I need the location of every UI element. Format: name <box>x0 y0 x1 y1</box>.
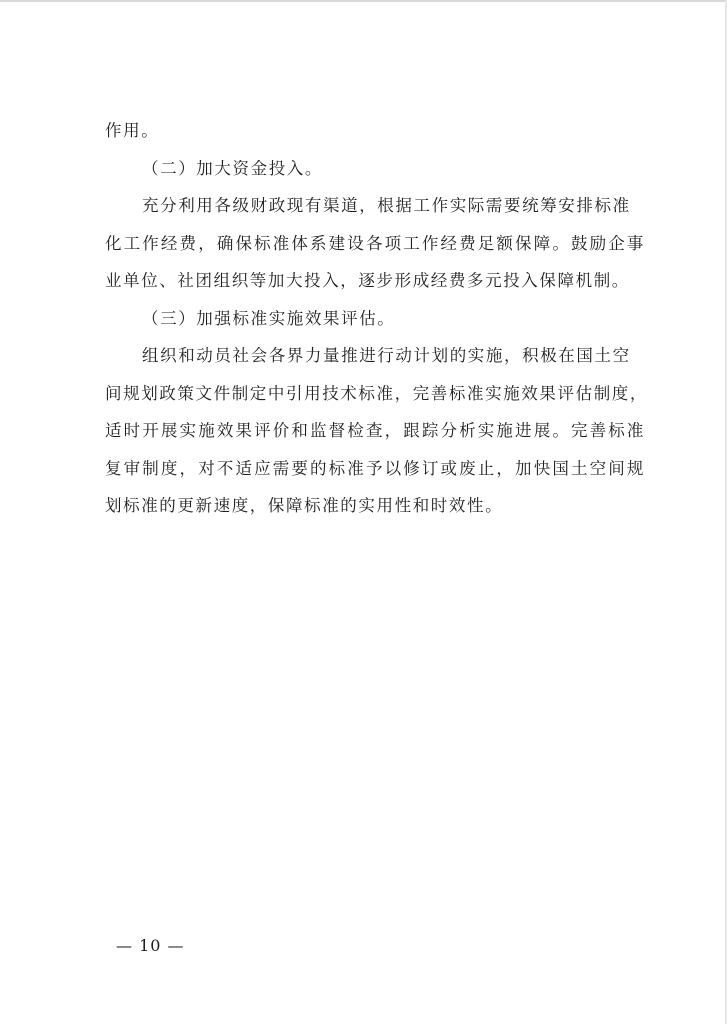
paragraph-3-line-5: 划标准的更新速度，保障标准的实用性和时效性。 <box>105 496 504 515</box>
paragraph-3-line-1: 组织和动员社会各界力量推进行动计划的实施，积极在国土空 <box>142 346 631 365</box>
paragraph-3-line-4: 复审制度，对不适应需要的标准予以修订或废止，加快国土空间规 <box>105 458 645 478</box>
scan-top-edge <box>0 0 727 2</box>
document-body <box>105 112 648 525</box>
page-number: — 10 — <box>116 936 185 955</box>
section-heading-2: （二）加大资金投入。 <box>142 158 323 178</box>
paragraph-continuation-line: 作用。 <box>105 121 160 140</box>
paragraph-3-line-3: 适时开展实施效果评价和监督检查，跟踪分析实施进展。完善标准 <box>105 421 645 440</box>
paragraph-2-line-3: 业单位、社团组织等加大投入，逐步形成经费多元投入保障机制。 <box>105 271 630 290</box>
paragraph-3-line-2: 间规划政策文件制定中引用技术标准，完善标准实施效果评估制度， <box>105 383 648 403</box>
paragraph-2-line-1: 充分利用各级财政现有渠道，根据工作实际需要统筹安排标准 <box>142 196 631 215</box>
paragraph-2-line-2: 化工作经费，确保标准体系建设各项工作经费足额保障。鼓励企事 <box>105 233 645 253</box>
section-heading-3: （三）加强标准实施效果评估。 <box>142 308 396 328</box>
